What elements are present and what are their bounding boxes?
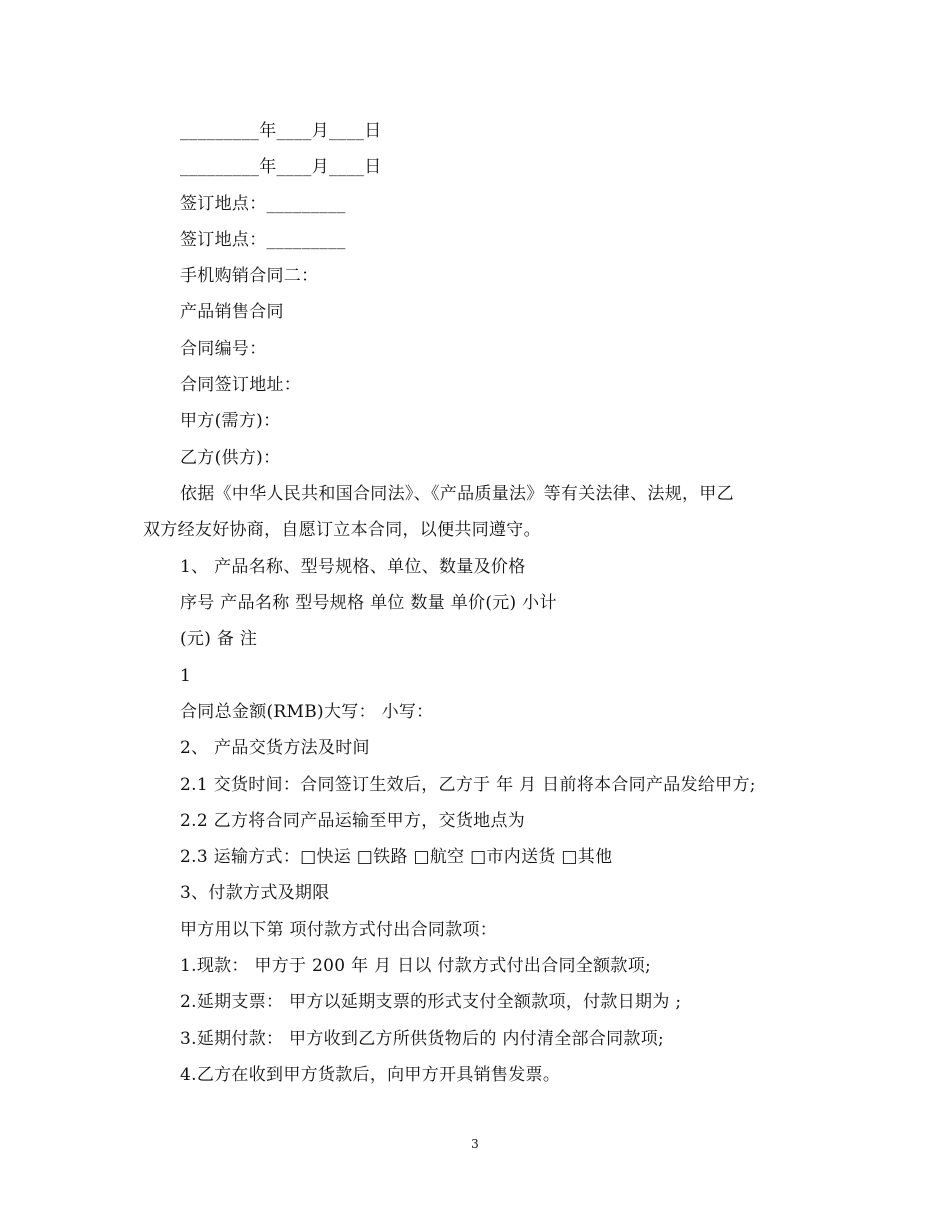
contract-address-field: 合同签订地址： xyxy=(180,375,302,395)
signing-place-line: 签订地点：_________ xyxy=(180,230,346,250)
party-b-field: 乙方(供方)： xyxy=(180,448,281,468)
clause-line: 2.延期支票： 甲方以延期支票的形式支付全额款项，付款日期为 ; xyxy=(180,992,682,1012)
clause-line: 2.2 乙方将合同产品运输至甲方，交货地点为 xyxy=(180,811,526,831)
page-number: 3 xyxy=(471,1137,479,1151)
section-heading: 3、付款方式及期限 xyxy=(180,883,330,903)
contract-number-field: 合同编号： xyxy=(180,339,267,359)
clause-line: 3.延期付款： 甲方收到乙方所供货物后的 内付清全部合同款项; xyxy=(180,1029,665,1049)
date-line: _________年____月____日 xyxy=(180,121,382,141)
clause-line: 4.乙方在收到甲方货款后，向甲方开具销售发票。 xyxy=(180,1065,561,1085)
total-amount-line: 合同总金额(RMB)大写： 小写： xyxy=(180,702,434,722)
table-header-line: (元) 备 注 xyxy=(180,629,258,649)
clause-line: 2.3 运输方式：□快运 □铁路 □航空 □市内送货 □其他 xyxy=(180,847,613,867)
section-heading: 1、 产品名称、型号规格、单位、数量及价格 xyxy=(180,557,526,577)
clause-line: 2.1 交货时间：合同签订生效后，乙方于 年 月 日前将本合同产品发给甲方; xyxy=(180,775,756,795)
table-row: 1 xyxy=(180,666,192,686)
signing-place-line: 签订地点：_________ xyxy=(180,194,346,214)
table-header-line: 序号 产品名称 型号规格 单位 数量 单价(元) 小计 xyxy=(180,593,557,613)
party-a-field: 甲方(需方)： xyxy=(180,411,281,431)
contract-title: 产品销售合同 xyxy=(180,302,284,322)
contract-heading: 手机购销合同二： xyxy=(180,266,319,286)
paragraph-line: 双方经友好协商，自愿订立本合同，以便共同遵守。 xyxy=(143,520,541,540)
date-line: _________年____月____日 xyxy=(180,157,382,177)
clause-line: 1.现款： 甲方于 200 年 月 日以 付款方式付出合同全额款项; xyxy=(180,956,652,976)
clause-line: 甲方用以下第 项付款方式付出合同款项： xyxy=(180,920,498,940)
paragraph-line: 依据《中华人民共和国合同法》、《产品质量法》等有关法律、法规，甲乙 xyxy=(180,484,734,504)
section-heading: 2、 产品交货方法及时间 xyxy=(180,738,370,758)
